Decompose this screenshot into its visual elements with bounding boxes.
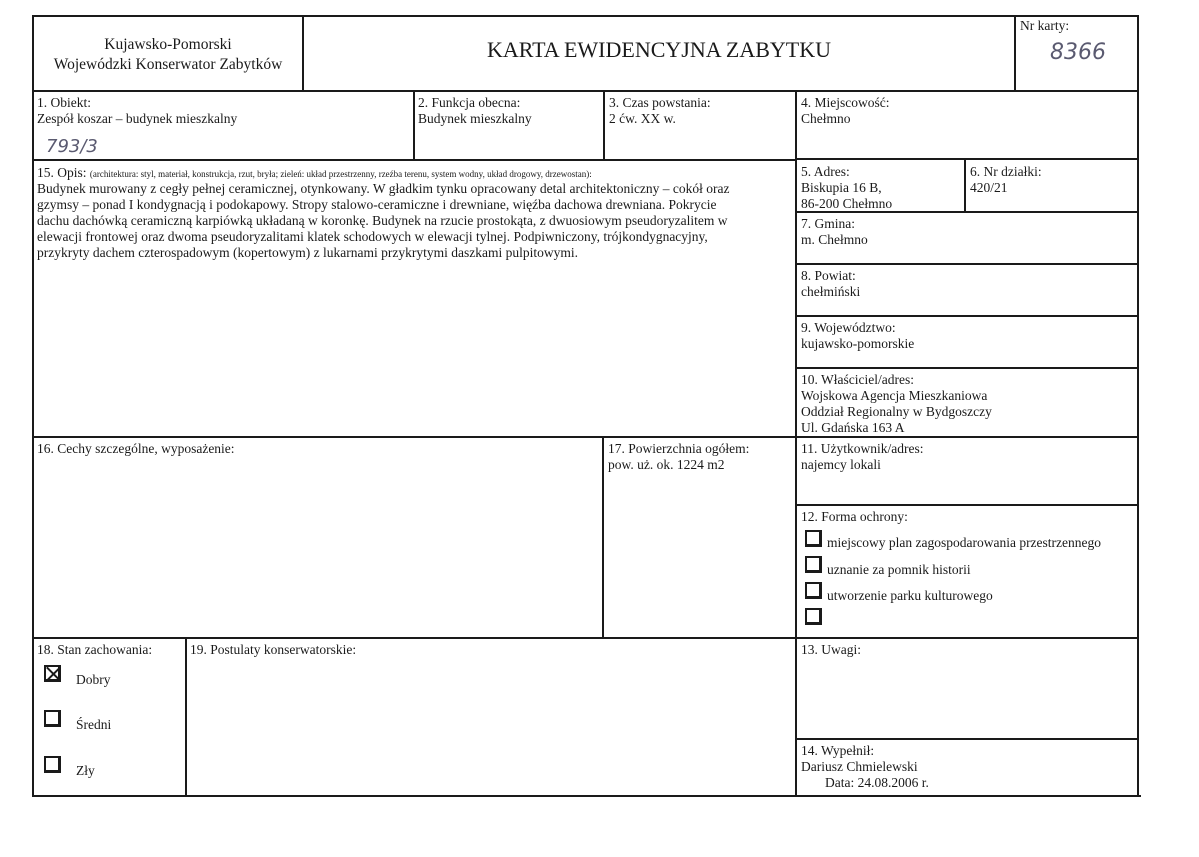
- row1-divider-1: [413, 90, 415, 160]
- main-right-divider: [795, 90, 797, 797]
- org-line-1: Kujawsko-Pomorski: [104, 36, 232, 53]
- dzialka-value: 420/21: [970, 180, 1008, 195]
- powierzchnia-value: pow. uż. ok. 1224 m2: [608, 457, 725, 472]
- row1-bottom-line: [32, 159, 796, 161]
- right-line-11: [795, 504, 1139, 506]
- ochrona-label: 12. Forma ochrony:: [801, 509, 908, 524]
- org-line-2: Wojewódzki Konserwator Zabytków: [53, 56, 283, 73]
- header-bottom-line: [32, 90, 1139, 92]
- adres-label: 5. Adres:: [801, 164, 850, 179]
- dzialka-label: 6. Nr działki:: [970, 164, 1042, 179]
- opis-sublabel: (architektura: styl, materiał, konstrukcja, rzut, bryła; zieleń: układ przestrzenny, rzeźba terenu, system wodny, układ drogowy, drzewostan):: [89, 169, 592, 179]
- uzytkownik-label: 11. Użytkownik/adres:: [801, 441, 924, 456]
- czas-label: 3. Czas powstania:: [609, 95, 711, 110]
- opis-line-5: przykryty dachem czterospadowym (kopertowym) z lukarnami przykrytymi daszkami pulpitowymi.: [37, 245, 578, 260]
- stan-checkbox-sredni[interactable]: [44, 710, 61, 727]
- uwagi-label: 13. Uwagi:: [801, 642, 861, 657]
- ochrona-option-2: uznanie za pomnik historii: [827, 562, 971, 577]
- wojewodztwo-value: kujawsko-pomorskie: [801, 336, 915, 351]
- gmina-label: 7. Gmina:: [801, 216, 855, 231]
- opis-line-4: elewacji frontowej oraz dwoma pseudoryzalitami klatek schodowych w elewacji tylnej. Podpiwniczony, trójkondygnacyjny,: [37, 229, 708, 244]
- powiat-value: chełmiński: [801, 284, 861, 299]
- powiat-label: 8. Powiat:: [801, 268, 856, 283]
- obiekt-handwritten: 793/3: [46, 136, 98, 157]
- ochrona-checkbox-2[interactable]: [805, 556, 822, 573]
- row1-divider-2: [603, 90, 605, 160]
- right-line-7: [795, 263, 1139, 265]
- opis-label-main: 15. Opis:: [37, 165, 87, 180]
- opis-label: [37, 165, 592, 182]
- address-divider: [964, 158, 966, 212]
- obiekt-label: 1. Obiekt:: [37, 95, 91, 110]
- stan-divider: [185, 637, 187, 797]
- stan-checkbox-zly[interactable]: [44, 756, 61, 773]
- ochrona-option-1: miejscowy plan zagospodarowania przestrzennego: [827, 535, 1102, 550]
- funkcja-label: 2. Funkcja obecna:: [418, 95, 521, 110]
- stan-checkbox-dobry[interactable]: [44, 665, 61, 682]
- opis-line-1: Budynek murowany z cegły pełnej ceramicznej, otynkowany. W gładkim tynku opracowany detal architektoniczny – cokół oraz: [37, 181, 730, 196]
- obiekt-value: Zespół koszar – budynek mieszkalny: [37, 111, 238, 126]
- opis-line-3: dachu dachówką ceramiczną karpiówką układaną w koronkę. Budynek na rzucie prostokąta, z dwuosiowym pseudoryzalitem w: [37, 213, 728, 228]
- ochrona-checkbox-3[interactable]: [805, 582, 822, 599]
- ochrona-checkbox-1[interactable]: [805, 530, 822, 547]
- opis-line-2: gzymsy – ponad I kondygnacją i podokapowy. Stropy stalowo-ceramiczne i drewniane, więźba dachowa drewniana. Pokrycie: [37, 197, 717, 212]
- miejscowosc-label: 4. Miejscowość:: [801, 95, 890, 110]
- adres-line-2: 86-200 Chełmno: [801, 196, 893, 211]
- stan-option-sredni: Średni: [76, 717, 112, 732]
- wlasciciel-line-3: Ul. Gdańska 163 A: [801, 420, 905, 435]
- card-no-value: 8366: [1050, 40, 1106, 65]
- right-line-13: [795, 738, 1139, 740]
- frame-left: [32, 15, 34, 797]
- uzytkownik-value: najemcy lokali: [801, 457, 881, 472]
- miejscowosc-value: Chełmno: [801, 111, 851, 126]
- middle-line: [32, 436, 1139, 438]
- form-title: KARTA EWIDENCYJNA ZABYTKU: [486, 37, 831, 62]
- funkcja-value: Budynek mieszkalny: [418, 111, 532, 126]
- czas-value: 2 ćw. XX w.: [609, 111, 676, 126]
- ochrona-checkbox-4[interactable]: [805, 608, 822, 625]
- lower-line: [32, 637, 1139, 639]
- card-no-label: Nr karty:: [1020, 18, 1070, 33]
- postulaty-label: 19. Postulaty konserwatorskie:: [190, 642, 357, 657]
- frame-top: [32, 15, 1138, 17]
- wojewodztwo-label: 9. Województwo:: [801, 320, 896, 335]
- wlasciciel-line-1: Wojskowa Agencja Mieszkaniowa: [801, 388, 988, 403]
- stan-option-zly: Zły: [76, 763, 95, 778]
- cechy-label: 16. Cechy szczególne, wyposażenie:: [37, 441, 235, 456]
- gmina-value: m. Chełmno: [801, 232, 868, 247]
- wypelnil-label: 14. Wypełnił:: [801, 743, 875, 758]
- powierzchnia-label: 17. Powierzchnia ogółem:: [608, 441, 750, 456]
- right-line-8: [795, 315, 1139, 317]
- wypelnil-date: Data: 24.08.2006 r.: [825, 775, 929, 790]
- stan-option-dobry: Dobry: [76, 672, 111, 687]
- frame-right: [1137, 15, 1139, 797]
- right-line-4: [795, 158, 1139, 160]
- right-line-9: [795, 367, 1139, 369]
- ochrona-option-3: utworzenie parku kulturowego: [827, 588, 993, 603]
- stan-label: 18. Stan zachowania:: [37, 642, 153, 657]
- wypelnil-name: Dariusz Chmielewski: [801, 759, 918, 774]
- adres-line-1: Biskupia 16 B,: [801, 180, 882, 195]
- wlasciciel-line-2: Oddział Regionalny w Bydgoszczy: [801, 404, 992, 419]
- wlasciciel-label: 10. Właściciel/adres:: [801, 372, 914, 387]
- frame-bottom: [33, 795, 1141, 797]
- surface-divider: [602, 436, 604, 638]
